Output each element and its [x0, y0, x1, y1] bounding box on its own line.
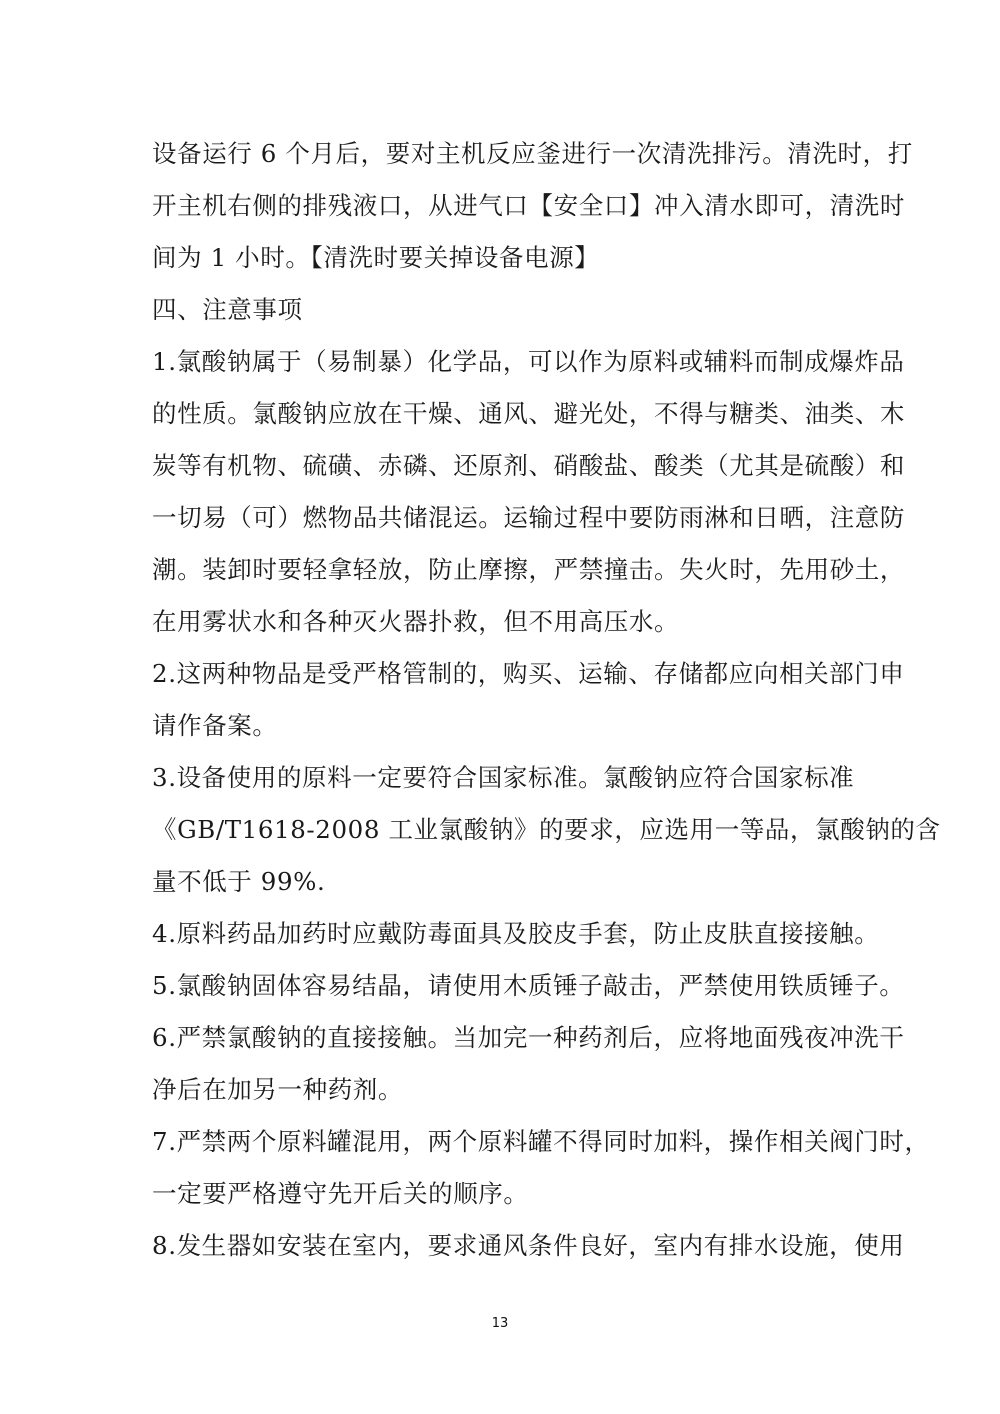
item-3-line-3: 量不低于 99%.	[152, 867, 326, 896]
item-1-line-4: 一切易（可）燃物品共储混运。运输过程中要防雨淋和日晒，注意防	[152, 503, 905, 532]
paragraph-cleaning-line-3: 间为 1 小时。【清洗时要关掉设备电源】	[152, 243, 600, 272]
item-1-line-5: 潮。装卸时要轻拿轻放，防止摩擦，严禁撞击。失火时，先用砂土，	[152, 555, 905, 584]
item-3-line-1: 3.设备使用的原料一定要符合国家标准。氯酸钠应符合国家标准	[152, 763, 855, 792]
section-heading-precautions: 四、注意事项	[152, 295, 303, 324]
item-4-line-1: 4.原料药品加药时应戴防毒面具及胶皮手套，防止皮肤直接接触。	[152, 919, 880, 948]
item-2-line-2: 请作备案。	[152, 711, 278, 740]
page-number: 13	[491, 1316, 509, 1331]
document-body	[152, 128, 941, 1272]
item-2-line-1: 2.这两种物品是受严格管制的，购买、运输、存储都应向相关部门申	[152, 659, 905, 688]
item-7-line-1: 7.严禁两个原料罐混用，两个原料罐不得同时加料，操作相关阀门时，	[152, 1127, 930, 1156]
item-1-line-2: 的性质。氯酸钠应放在干燥、通风、避光处，不得与糖类、油类、木	[152, 399, 905, 428]
item-7-line-2: 一定要严格遵守先开后关的顺序。	[152, 1179, 529, 1208]
item-1-line-6: 在用雾状水和各种灭火器扑救，但不用高压水。	[152, 607, 680, 636]
item-1-line-1: 1.氯酸钠属于（易制暴）化学品，可以作为原料或辅料而制成爆炸品	[152, 347, 905, 376]
item-3-line-2: 《GB/T1618-2008 工业氯酸钠》的要求，应选用一等品，氯酸钠的含	[152, 815, 941, 844]
item-5-line-1: 5.氯酸钠固体容易结晶，请使用木质锤子敲击，严禁使用铁质锤子。	[152, 971, 905, 1000]
item-6-line-2: 净后在加另一种药剂。	[152, 1075, 403, 1104]
paragraph-cleaning-line-2: 开主机右侧的排残液口，从进气口【安全口】冲入清水即可，清洗时	[152, 191, 905, 220]
paragraph-cleaning-line-1: 设备运行 6 个月后，要对主机反应釜进行一次清洗排污。清洗时，打	[152, 139, 913, 168]
item-1-line-3: 炭等有机物、硫磺、赤磷、还原剂、硝酸盐、酸类（尤其是硫酸）和	[152, 451, 905, 480]
item-8-line-1: 8.发生器如安装在室内，要求通风条件良好，室内有排水设施，使用	[152, 1231, 905, 1260]
item-6-line-1: 6.严禁氯酸钠的直接接触。当加完一种药剂后，应将地面残夜冲洗干	[152, 1023, 905, 1052]
